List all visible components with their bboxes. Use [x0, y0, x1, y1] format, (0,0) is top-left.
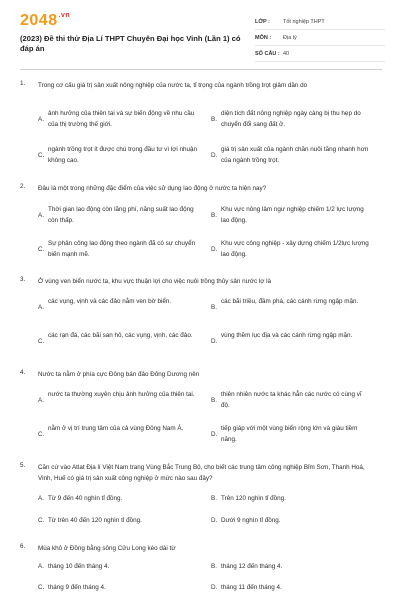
option-label: A.: [38, 212, 44, 219]
meta-count-row: [255, 46, 385, 62]
logo-suffix: .vn: [58, 12, 71, 19]
option-label: D.: [211, 338, 218, 345]
option-label: A.: [38, 495, 44, 502]
logo-text: 2048: [20, 12, 58, 29]
option-label: C.: [38, 584, 45, 591]
question-text: Ở vùng ven biển nước ta, khu vực thuận lợi cho việc nuôi trồng thủy sản nước lợ là: [38, 278, 272, 285]
option-label: B.: [211, 304, 217, 311]
option-label: A.: [38, 304, 44, 311]
meta-class-row: [255, 14, 385, 30]
question-number: 4.: [20, 369, 26, 376]
option-label: C.: [38, 517, 45, 524]
option-text: tháng 12 đến tháng 4.: [221, 563, 283, 570]
option-label: D.: [211, 152, 218, 159]
option-text: Sự phân công lao động theo ngành đã có sự chuyển biến mạnh mẽ.: [48, 240, 196, 258]
option-text: Khu vực công nghiệp - xây dựng chiếm 1/2lực lượng lao động.: [221, 240, 369, 258]
option-text: Từ 9 đến 40 nghìn tỉ đồng.: [48, 495, 123, 502]
option-label: B.: [211, 212, 217, 219]
option-label: A.: [38, 563, 44, 570]
option-label: C.: [38, 246, 45, 253]
meta-count-key: SỐ CÂU :: [255, 50, 280, 57]
option-text: nước ta thường xuyên chịu ảnh hưởng của thiên tai.: [48, 391, 195, 398]
question-text: Mùa khô ở Đồng bằng sông Cửu Long kéo dài từ: [38, 545, 176, 552]
option-text: tháng 9 đến tháng 4.: [48, 584, 106, 591]
option-text: Khu vực nông lâm ngư nghiệp chiếm 1/2 lực lượng lao động.: [221, 206, 364, 224]
question-text: Trong cơ cấu giá trị sản xuất nông nghiệp của nước ta, tỉ trọng của ngành trồng trọt giảm dần do: [38, 82, 308, 89]
option-label: A.: [38, 116, 44, 123]
question-text: Nước ta nằm ở phía cực Đông bán đảo Đông Dương nên: [38, 371, 200, 378]
option-text: Từ trên 40 đến 120 nghìn tỉ đồng.: [48, 517, 142, 524]
header: [0, 0, 400, 62]
option-text: các rạn đá, các bãi san hô, các vụng, vịnh, các đảo.: [48, 332, 193, 339]
header-divider: [20, 69, 382, 70]
option-text: Trên 120 nghìn tỉ đồng.: [221, 495, 286, 502]
option-label: D.: [211, 584, 218, 591]
meta-subject-key: MÔN :: [255, 34, 272, 41]
meta-class-key: LỚP :: [255, 18, 270, 25]
option-text: ảnh hưởng của thiên tai và sự biến động về nhu cầu của thị trường thế giới.: [48, 110, 195, 128]
option-text: các bãi triều, đầm phá, các cánh rừng ngập mặn.: [221, 298, 359, 305]
meta-count-value: 40: [283, 50, 290, 57]
option-text: nằm ở vị trí trung tâm của cả vùng Đông Nam Á.: [48, 425, 184, 432]
option-text: vùng thềm lục địa và các cánh rừng ngập mặn.: [221, 332, 353, 339]
option-label: C.: [38, 152, 45, 159]
meta-class-value: Tốt nghiệp THPT: [283, 18, 325, 25]
option-label: B.: [211, 495, 217, 502]
option-label: D.: [211, 246, 218, 253]
question-number: 6.: [20, 543, 26, 550]
question-number: 2.: [20, 183, 26, 190]
question-number: 5.: [20, 462, 26, 469]
option-text: ngành trồng trọt ít được chú trọng đầu tư vì lợi nhuận không cao.: [48, 146, 198, 164]
question-text: Căn cứ vào Atlat Địa lí Việt Nam trang Vùng Bắc Trung Bộ, cho biết các trung tâm công nghiệp Bỉm Sơn, Thanh Hoá, Vinh, Huế có giá trị sản xuất công nghiệp ở mức nào sau đây?: [38, 464, 365, 482]
option-label: B.: [211, 116, 217, 123]
option-label: A.: [38, 397, 44, 404]
question-number: 3.: [20, 276, 26, 283]
option-text: giá trị sản xuất của ngành chăn nuôi tăng nhanh hơn của ngành trồng trọt.: [221, 146, 369, 164]
option-text: tiếp giáp với một vùng biển rộng lớn và giàu tiềm năng.: [221, 425, 358, 443]
option-label: C.: [38, 338, 45, 345]
option-label: B.: [211, 397, 217, 404]
option-text: thiên nhiên nước ta khác hẳn các nước có cùng vĩ độ.: [221, 391, 362, 409]
option-label: C.: [38, 431, 45, 438]
option-text: Thời gian lao động còn lãng phí, năng suất lao động còn thấp.: [48, 206, 194, 224]
exam-meta: [255, 14, 385, 62]
meta-subject-row: [255, 30, 385, 46]
option-text: tháng 11 đến tháng 4.: [221, 584, 282, 591]
option-label: D.: [211, 517, 218, 524]
question-text: Đâu là một trong những đặc điểm của việc sử dụng lao động ở nước ta hiện nay?: [38, 185, 267, 192]
option-label: D.: [211, 431, 218, 438]
option-label: B.: [211, 563, 217, 570]
meta-subject-value: Địa lý: [283, 34, 297, 41]
site-logo[interactable]: [20, 12, 70, 30]
option-text: các vụng, vịnh và các đảo nằm ven bờ biển.: [48, 298, 172, 305]
option-text: diện tích đất nông nghiệp ngày càng bị thu hẹp do chuyển đổi sang đất ở.: [221, 110, 361, 128]
option-text: tháng 10 đến tháng 4.: [48, 563, 110, 570]
question-number: 1.: [20, 80, 26, 87]
exam-title: (2023) Đề thi thử Địa Lí THPT Chuyên Đại học Vinh (Lần 1) có đáp án: [20, 34, 241, 53]
option-text: Dưới 9 nghìn tỉ đồng.: [221, 517, 281, 524]
